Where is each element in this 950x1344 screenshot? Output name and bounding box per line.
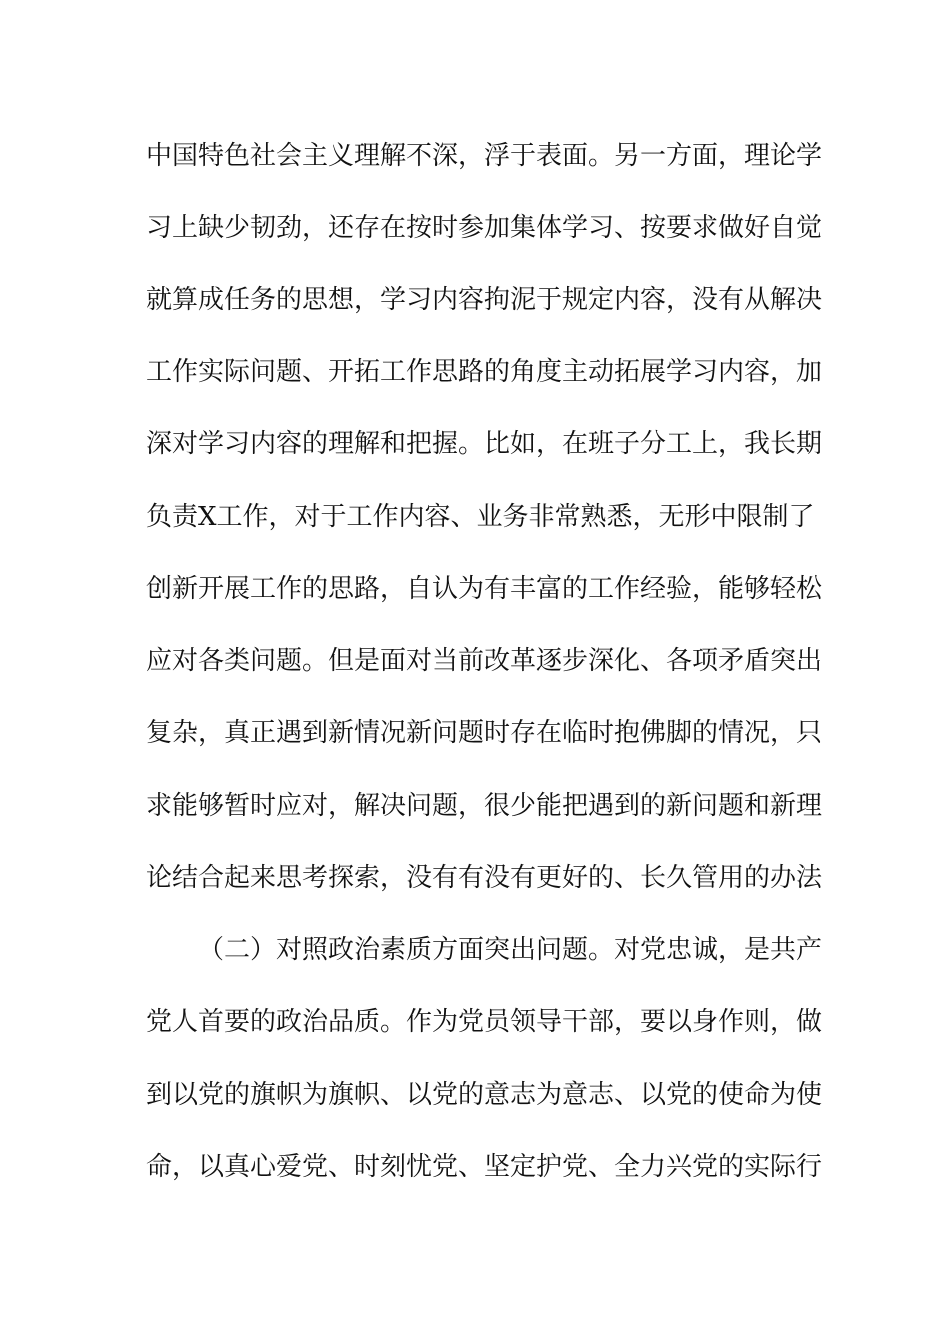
text-line-9: 复杂，真正遇到新情况新问题时存在临时抱佛脚的情况，只 <box>146 718 823 748</box>
text-line-7: 创新开展工作的思路，自认为有丰富的工作经验，能够轻松 <box>146 574 823 604</box>
text-line-15: 命，以真心爱党、时刻忧党、坚定护党、全力兴党的实际行 <box>146 1152 823 1182</box>
text-line-10: 求能够暂时应对，解决问题，很少能把遇到的新问题和新理 <box>146 791 823 821</box>
text-line-4: 工作实际问题、开拓工作思路的角度主动拓展学习内容，加 <box>146 357 823 387</box>
text-line-6: 负责X工作，对于工作内容、业务非常熟悉，无形中限制了 <box>146 502 815 532</box>
text-line-13: 党人首要的政治品质。作为党员领导干部，要以身作则，做 <box>146 1007 823 1037</box>
section-heading-line: （二）对照政治素质方面突出问题。对党忠诚，是共产 <box>198 935 823 965</box>
text-line-11: 论结合起来思考探索，没有有没有更好的、长久管用的办法 <box>146 863 823 893</box>
text-line-3: 就算成任务的思想，学习内容拘泥于规定内容，没有从解决 <box>146 285 823 315</box>
text-line-1: 中国特色社会主义理解不深，浮于表面。另一方面，理论学 <box>146 141 823 171</box>
text-line-2: 习上缺少韧劲，还存在按时参加集体学习、按要求做好自觉 <box>146 213 823 243</box>
text-line-8: 应对各类问题。但是面对当前改革逐步深化、各项矛盾突出 <box>146 646 823 676</box>
text-line-14: 到以党的旗帜为旗帜、以党的意志为意志、以党的使命为使 <box>146 1080 823 1110</box>
text-line-5: 深对学习内容的理解和把握。比如，在班子分工上，我长期 <box>146 429 823 459</box>
